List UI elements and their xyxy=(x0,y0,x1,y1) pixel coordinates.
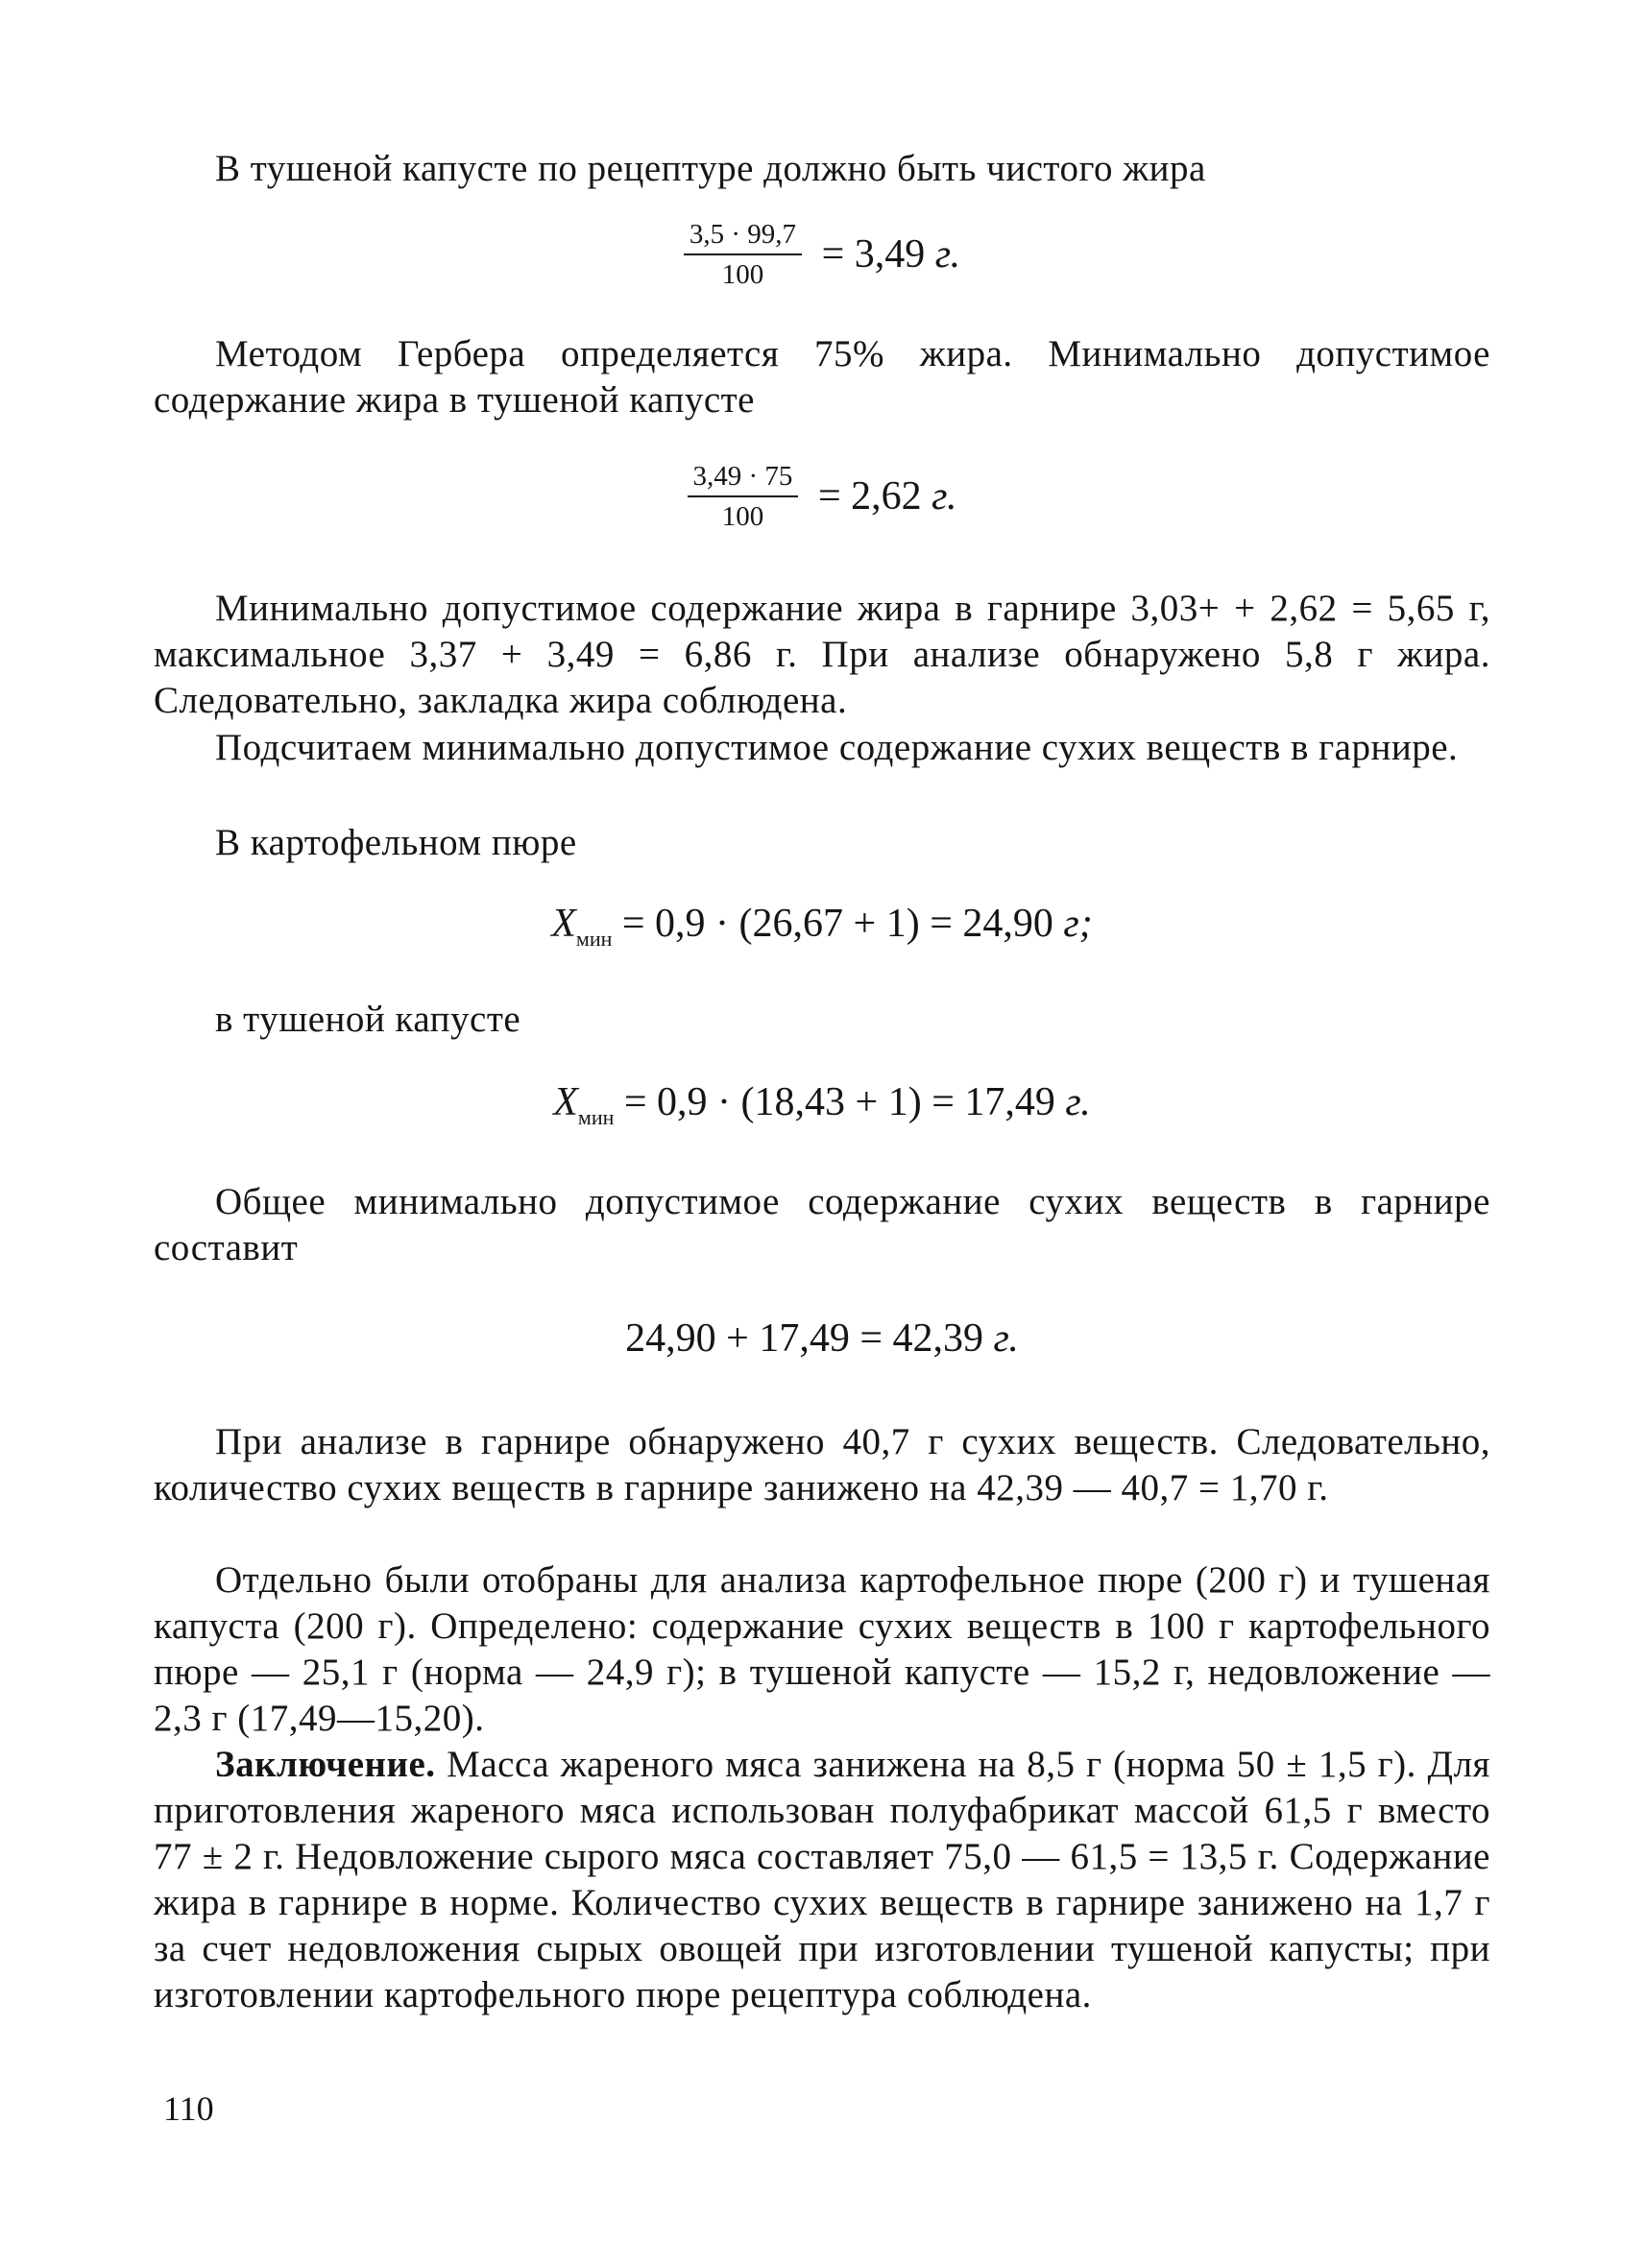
paragraph-gerber-method: Методом Гербера определяется 75% жира. Минимально допустимое содержание жира в тушеной капусте xyxy=(154,333,1490,421)
fraction-denominator: 100 xyxy=(721,501,764,532)
formula-variable: X xyxy=(553,1080,578,1124)
paragraph-fat-in-cabbage: В тушеной капусте по рецептуре должно быть чистого жира xyxy=(215,148,1206,189)
formula-expression: = 0,9 · (26,67 + 1) = 24,90 xyxy=(621,902,1053,946)
fraction-numerator: 3,5 · 99,7 xyxy=(684,217,802,255)
paragraph-conclusion xyxy=(154,1742,1490,2018)
result-value: = 3,49 xyxy=(821,232,926,277)
fraction xyxy=(684,217,802,292)
formula-unit: г; xyxy=(1063,902,1093,946)
formula-unit: г. xyxy=(1065,1080,1091,1124)
paragraph-dry-matter-intro: Подсчитаем минимально допустимое содержание сухих веществ в гарнире. xyxy=(215,727,1459,768)
paragraph-mashed-potato: В картофельном пюре xyxy=(215,822,577,863)
result-value: = 2,62 xyxy=(817,474,922,519)
result-unit: г. xyxy=(931,474,957,519)
paragraph-analysis-result: При анализе в гарнире обнаружено 40,7 г сухих веществ. Следовательно, количество сухих веществ в гарнире занижено на 42,39 — 40,7 = 1,70 г. xyxy=(154,1421,1490,1508)
fraction xyxy=(688,459,799,534)
formula-expression: = 0,9 · (18,43 + 1) = 17,49 xyxy=(623,1080,1055,1124)
formula-variable: X xyxy=(551,902,576,946)
formula-xmin-cabbage xyxy=(154,1079,1490,1130)
formula-subscript: мин xyxy=(577,1105,615,1129)
formula-expression: 24,90 + 17,49 = 42,39 xyxy=(625,1316,984,1361)
paragraph-stewed-cabbage: в тушеной капусте xyxy=(215,999,521,1040)
result-unit: г. xyxy=(934,232,961,277)
page-number: 110 xyxy=(163,2089,214,2128)
formula-xmin-potato xyxy=(154,901,1490,952)
formula-fat-cabbage xyxy=(154,217,1490,292)
paragraph-fat-in-garnish: Минимально допустимое содержание жира в гарнире 3,03+ + 2,62 = 5,65 г, максимальное 3,37 + 3,49 = 6,86 г. При анализе обнаружено 5,8 г жира. Следовательно, закладка жира соблюдена. xyxy=(154,588,1490,721)
formula-result xyxy=(822,231,961,277)
formula-total-dry-matter xyxy=(154,1315,1490,1362)
fraction-numerator: 3,49 · 75 xyxy=(688,459,799,497)
formula-subscript: мин xyxy=(575,927,613,951)
fraction-denominator: 100 xyxy=(721,259,764,290)
formula-min-fat-cabbage xyxy=(154,459,1490,534)
formula-result xyxy=(818,473,957,519)
formula-unit: г. xyxy=(993,1316,1019,1361)
conclusion-label: Заключение. xyxy=(215,1744,436,1785)
paragraph-separate-samples: Отдельно были отобраны для анализа картофельное пюре (200 г) и тушеная капуста (200 г). Определено: содержание сухих веществ в 100 г картофельного пюре — 25,1 г (норма — 24,9 г); в тушеной капусте — 15,2 г, недовложение — 2,3 г (17,49—15,20). xyxy=(154,1559,1490,1739)
conclusion-text: Масса жареного мяса занижена на 8,5 г (норма 50 ± 1,5 г). Для приготовления жареного мяса использован полуфабрикат массой 61,5 г вместо 77 ± 2 г. Недовложение сырого мяса составляет 75,0 — 61,5 = 13,5 г. Содержание жира в гарнире в норме. Количество сухих веществ в гарнире занижено на 1,7 г за счет недовложения сырых овощей при изготовлении тушеной капусты; при изготовлении картофельного пюре рецептура соблюдена. xyxy=(154,1744,1490,2015)
paragraph-total-dry-matter: Общее минимально допустимое содержание сухих веществ в гарнире составит xyxy=(154,1181,1490,1268)
